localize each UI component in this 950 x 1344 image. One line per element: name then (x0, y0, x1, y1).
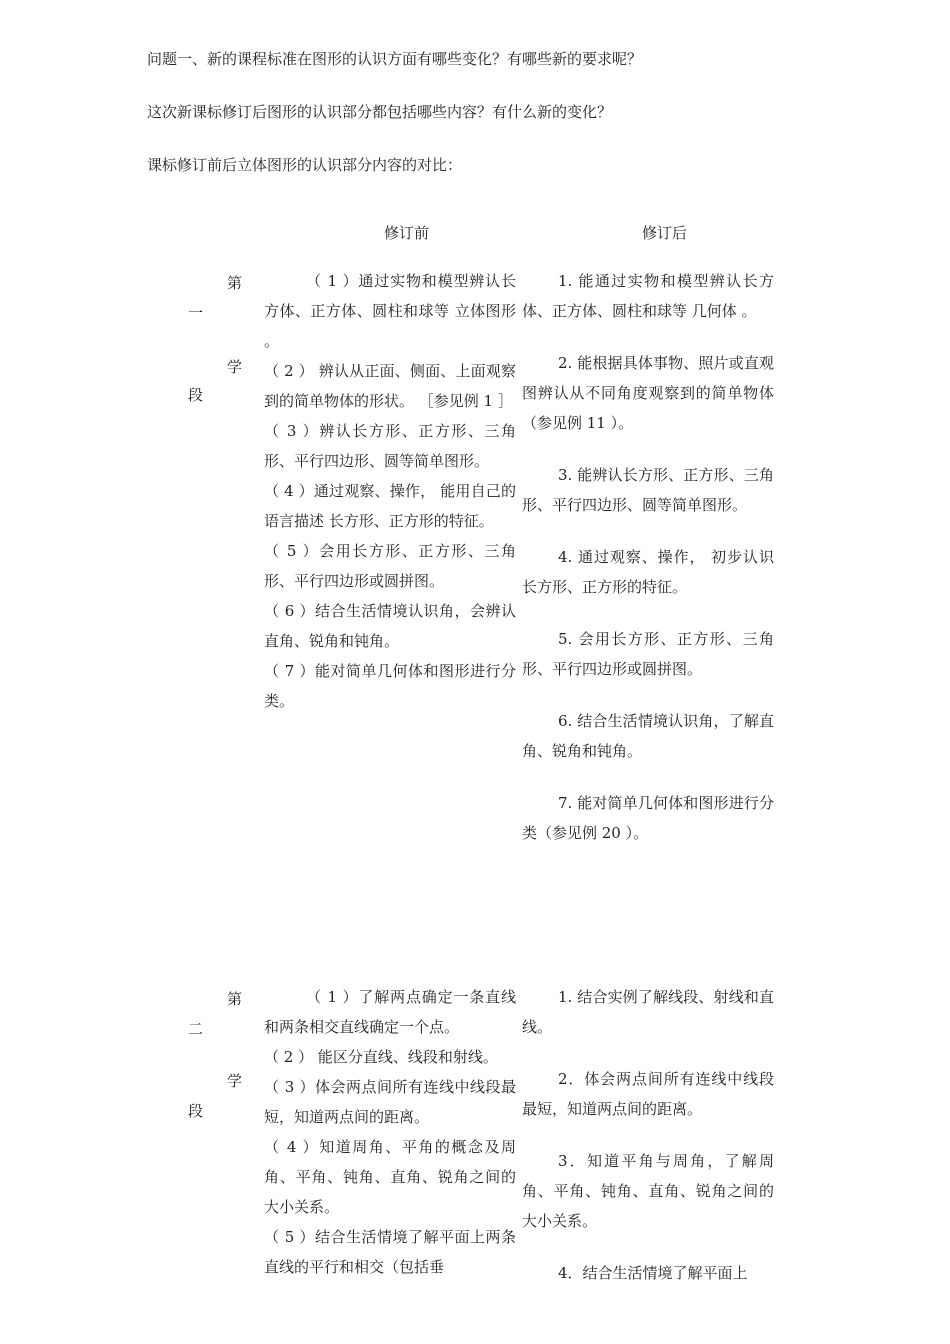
stage1-before-item-2: （ 2 ） 辨认从正面、侧面、上面观察到的简单物体的形状。 ［参见例 1 ］ (264, 362, 516, 410)
stage1-after-cell (522, 266, 774, 870)
stage1-before-item-1: （ 1 ）通过实物和模型辨认长方体、正方体、圆柱和球等 立体图形 。 (264, 272, 516, 350)
stage2-before-item-1: （ 1 ）了解两点确定一条直线和两条相交直线确定一个点。 (264, 988, 516, 1036)
stage1-label-char-2: 段 (188, 386, 204, 404)
column-header-before: 修订前 (384, 224, 430, 242)
stage1-after-item-6: 6. 结合生活情境认识角，了解直角、锐角和钝角。 (522, 712, 774, 760)
stage1-before-item-3: （ 3 ）辨认长方形、正方形、三角形、平行四边形、圆等简单图形。 (264, 422, 516, 470)
stage2-before-item-2: （ 2 ） 能区分直线、线段和射线。 (264, 1048, 498, 1066)
stage2-after-item-2: 2．体会两点间所有连线中线段最短，知道两点间的距离。 (522, 1070, 774, 1118)
stage2-after-item-4: 4．结合生活情境了解平面上 (558, 1264, 748, 1282)
stage1-label-char-1: 一 (188, 304, 204, 322)
stage1-after-item-1: 1. 能通过实物和模型辨认长方体、正方体、圆柱和球等 几何体 。 (522, 272, 774, 320)
stage1-after-item-3: 3. 能辨认长方形、正方形、三角形、平行四边形、圆等简单图形。 (522, 466, 774, 514)
stage1-before-item-4: （ 4 ）通过观察、操作， 能用自己的语言描述 长方形、正方形的特征。 (264, 482, 516, 530)
stage1-before-item-5: （ 5 ）会用长方形、正方形、三角形、平行四边形或圆拼图。 (264, 542, 516, 590)
stage1-before-item-7: （ 7 ）能对简单几何体和图形进行分类。 (264, 662, 516, 710)
stage2-after-item-3: 3．知道平角与周角，了解周角、平角、钝角、直角、锐角之间的大小关系。 (522, 1152, 774, 1230)
stage2-after-cell (522, 982, 774, 1310)
stage1-before-cell (264, 266, 516, 716)
stage2-sub-char-2: 学 (227, 1072, 243, 1090)
stage2-before-item-5: （ 5 ）结合生活情境了解平面上两条直线的平行和相交（包括垂 (264, 1228, 516, 1276)
intro-comparison-heading: 课标修订前后立体图形的认识部分内容的对比： (147, 156, 463, 174)
stage1-after-item-7: 7. 能对简单几何体和图形进行分类（参见例 20 ）。 (522, 794, 774, 842)
stage2-before-item-3: （ 3 ）体会两点间所有连线中线段最短，知道两点间的距离。 (264, 1078, 516, 1126)
stage2-after-item-1: 1. 结合实例了解线段、射线和直线。 (522, 988, 774, 1036)
stage2-label-char-2: 段 (188, 1102, 204, 1120)
intro-question-1: 问题一、新的课程标准在图形的认识方面有哪些变化？有哪些新的要求呢？ (147, 50, 643, 68)
stage1-sub-char-2: 学 (227, 358, 243, 376)
stage2-sub-char-1: 第 (227, 990, 243, 1008)
stage2-label-char-1: 二 (188, 1020, 204, 1038)
stage1-after-item-4: 4. 通过观察、操作， 初步认识 长方形、正方形的特征。 (522, 548, 774, 596)
stage2-before-cell (264, 982, 516, 1282)
stage1-after-item-2: 2. 能根据具体事物、照片或直观图辨认从不同角度观察到的简单物体 （参见例 11 ）。 (522, 354, 774, 432)
stage2-before-item-4: （ 4 ）知道周角、平角的概念及周角、平角、钝角、直角、锐角之间的大小关系。 (264, 1138, 516, 1216)
intro-question-2: 这次新课标修订后图形的认识部分都包括哪些内容？有什么新的变化？ (147, 103, 613, 121)
stage1-after-item-5: 5. 会用长方形、正方形、三角形、平行四边形或圆拼图。 (522, 630, 774, 678)
stage1-before-item-6: （ 6 ）结合生活情境认识角，会辨认直角、锐角和钝角。 (264, 602, 516, 650)
stage1-sub-char-1: 第 (227, 274, 243, 292)
column-header-after: 修订后 (642, 224, 688, 242)
